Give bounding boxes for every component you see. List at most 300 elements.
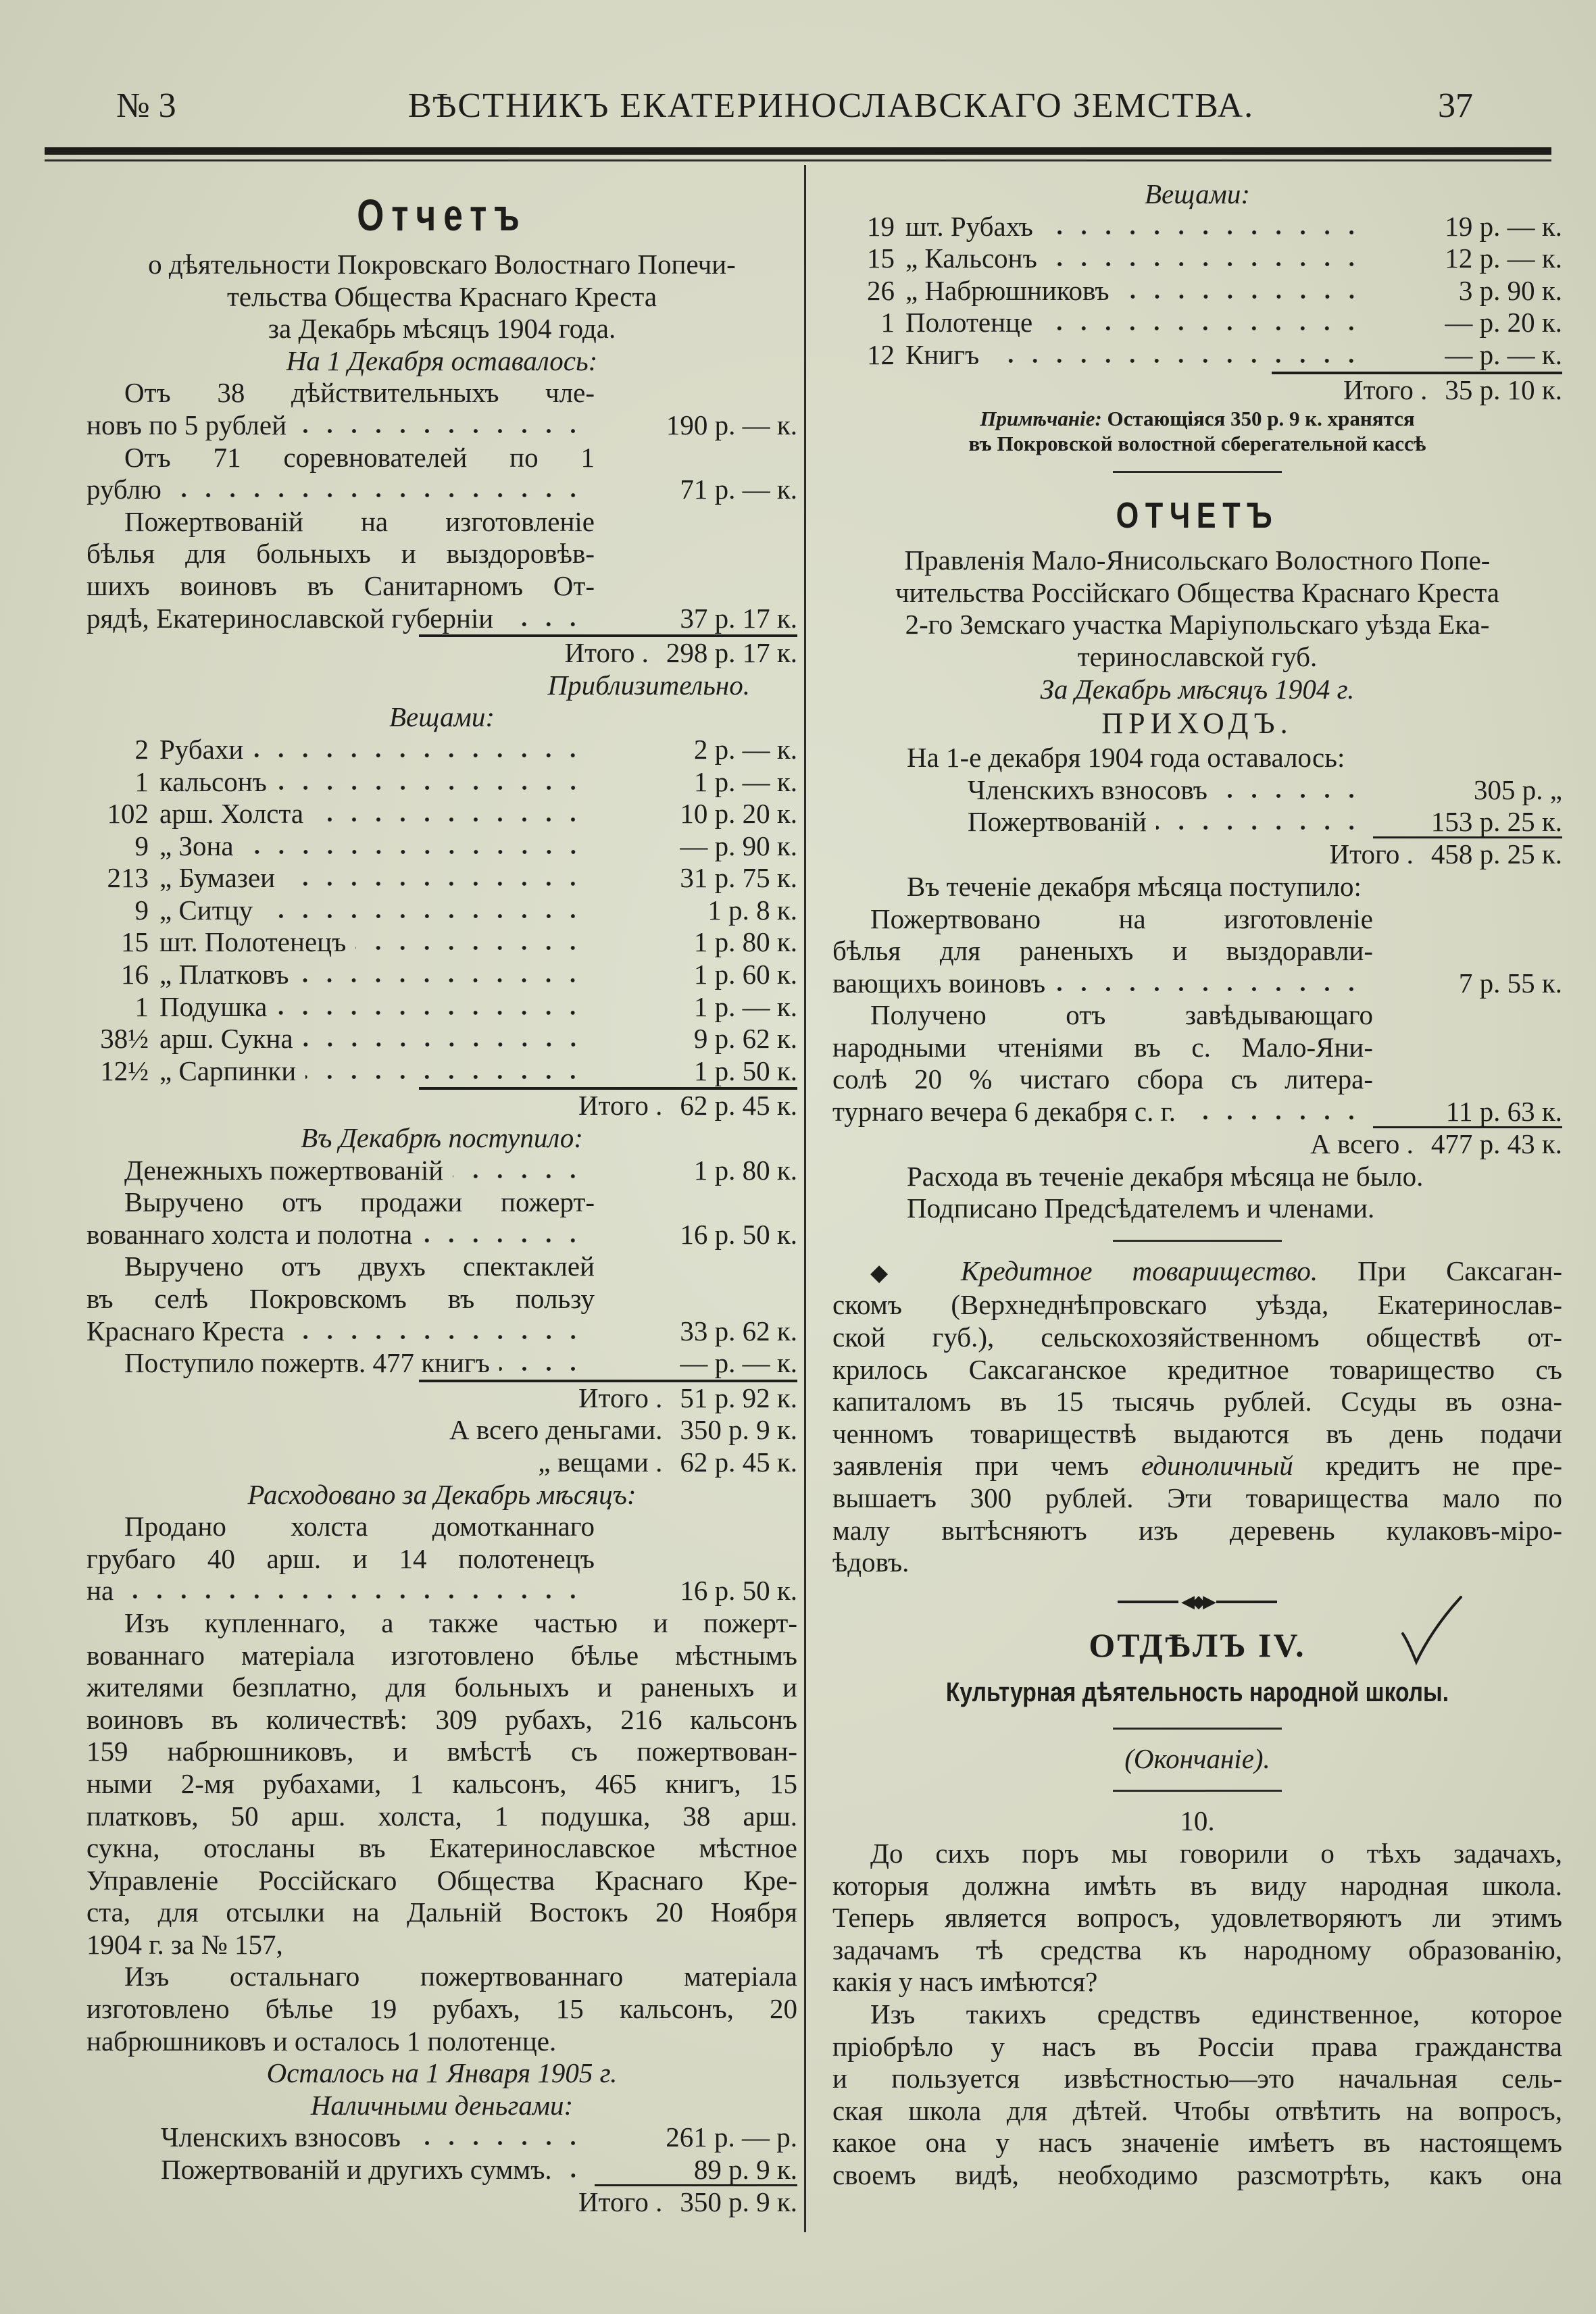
item-row <box>86 1023 797 1055</box>
divider-bar <box>1118 1601 1178 1603</box>
item-row <box>86 766 797 799</box>
total-amount: 477 р. 43 к. <box>1430 1128 1562 1160</box>
total-row <box>832 372 1562 407</box>
item-amount: 1 р. 80 к. <box>693 1154 797 1186</box>
dot-leader <box>355 945 585 951</box>
report-title: Отчетъ <box>357 190 527 240</box>
item-amount: 2 р. — к. <box>693 733 797 765</box>
item-label: вованнаго холста и полотна <box>86 1218 413 1250</box>
total-amount: 350 р. 9 к. <box>680 1414 797 1446</box>
header-rule-thick <box>45 147 1551 155</box>
ledger-entry <box>86 2121 797 2154</box>
total-amount: 350 р. 9 к. <box>680 2186 797 2218</box>
item-label: арш. Холста <box>159 798 304 830</box>
item-quantity: 12½ <box>100 1055 149 1086</box>
total-amount: 51 р. 92 к. <box>680 1382 797 1413</box>
text-line: грубаго 40 арш. и 14 полотенецъ <box>86 1542 595 1574</box>
item-quantity: 1 <box>134 990 149 1022</box>
ledger-entry <box>832 806 1562 838</box>
dot-leader <box>499 1365 585 1372</box>
item-quantity: 19 <box>867 210 895 242</box>
item-label: арш. Сукна <box>159 1023 293 1055</box>
item-quantity: 213 <box>107 862 149 894</box>
total-box <box>419 1087 797 1122</box>
ledger-entry <box>86 506 797 634</box>
section-heading: ПРИХОДЪ. <box>1101 707 1293 740</box>
item-quantity: 1 <box>880 307 895 338</box>
total-label: Итого . <box>564 637 649 669</box>
separator-rule <box>1113 1240 1282 1242</box>
text-line: о дѣятельности Покровскаго Волостнаго Попечи- <box>148 249 736 280</box>
item-row <box>832 307 1562 339</box>
text-line: Изъ такихъ средствъ единственное, которое <box>870 1998 1562 2030</box>
item-amount: — р. 20 к. <box>1445 307 1562 338</box>
dot-leader <box>1185 1114 1364 1121</box>
item-amount: 89 р. 9 к. <box>595 2155 797 2186</box>
text-line: въ селѣ Покровскомъ въ пользу <box>86 1283 595 1314</box>
text-line: Изъ остальнаго пожертвованнаго матеріала <box>124 1961 797 1992</box>
italic-heading <box>86 701 797 734</box>
item-amount: 261 р. — р. <box>666 2121 797 2153</box>
item-label: Денежныхъ пожертвованій <box>124 1154 444 1186</box>
dot-leader <box>243 849 585 855</box>
item-amount: 305 р. „ <box>1474 774 1562 805</box>
text-line: Изъ купленнаго, а также частью и пожерт- <box>124 1607 797 1638</box>
text-line: жителями безплатно, для больныхъ и раненыхъ и <box>86 1671 797 1703</box>
total-label: Итого . <box>578 1090 663 1122</box>
text-line: воиновъ въ количествѣ: 309 рубахъ, 216 кальсонъ <box>86 1703 797 1735</box>
total-box <box>419 2186 797 2219</box>
ledger-row <box>86 1347 797 1380</box>
ledger-entry <box>86 442 797 506</box>
section-subtitle: Культурная дѣятельность народной школы. <box>945 1677 1449 1707</box>
journal-title: ВѢСТНИКЪ ЕКАТЕРИНОСЛАВСКАГО ЗЕМСТВА. <box>407 86 1255 125</box>
item-label: Членскихъ взносовъ <box>968 774 1207 805</box>
item-row <box>86 798 797 830</box>
item-amount: — р. — к. <box>1445 338 1562 370</box>
italic-text: единоличный <box>1141 1450 1293 1482</box>
item-row <box>86 862 797 895</box>
italic-text: Примѣчаніе: <box>980 407 1102 431</box>
dot-leader <box>453 1173 585 1180</box>
item-amount: — р. — к. <box>680 1347 797 1379</box>
text-line: 10. <box>1180 1805 1215 1837</box>
text-line: ста, для отсылки на Дальній Востокъ 20 Ноября <box>86 1896 797 1928</box>
total-box <box>419 1380 797 1415</box>
text-line: Пожертвованій на изготовленіе <box>124 505 595 537</box>
italic-heading <box>86 1122 797 1155</box>
item-row <box>832 339 1562 372</box>
item-amount: 3 р. 90 к. <box>1458 274 1562 306</box>
dot-leader <box>171 492 585 499</box>
dot-leader <box>1156 824 1364 831</box>
item-amount: — р. 90 к. <box>680 830 797 861</box>
ledger-entry <box>86 377 797 441</box>
item-quantity: 38½ <box>100 1023 149 1055</box>
text-line: въ Покровской волостной сберегательной кассѣ <box>968 432 1426 456</box>
text-line: За Декабрь мѣсяцъ 1904 г. <box>1040 673 1355 705</box>
text-line: вованнаго матеріала изготовлено бѣлье мѣстнымъ <box>86 1639 797 1671</box>
right-column <box>832 178 1562 2192</box>
dot-leader <box>1119 293 1364 300</box>
item-label: „ Набрюшниковъ <box>905 274 1109 306</box>
item-label: шт. Рубахъ <box>905 210 1033 242</box>
separator-rule <box>1113 1728 1282 1730</box>
italic-heading <box>86 2057 797 2121</box>
text-span: При Саксаган- <box>1357 1255 1563 1286</box>
text-line: На 1-е декабря 1904 года оставалось: <box>907 742 1345 774</box>
dot-leader <box>305 1074 585 1080</box>
text-line: Въ Декабрѣ поступило: <box>301 1122 583 1154</box>
ledger-row <box>968 806 1562 838</box>
total-row <box>86 634 797 670</box>
item-quantity: 26 <box>867 274 895 306</box>
total-label: Итого . <box>1329 838 1414 870</box>
paragraph <box>832 1998 1562 2192</box>
text-line: Вещами: <box>389 701 495 733</box>
text-line: Управленіе Россійскаго Общества Краснаго Кре- <box>86 1864 797 1896</box>
text-line: какое она у насъ значеніе имѣетъ въ настоящемъ <box>832 2127 1562 2159</box>
separator-rule <box>1113 1790 1282 1792</box>
text-line: 159 набрюшниковъ, и вмѣстѣ съ пожертвован- <box>86 1736 797 1767</box>
total-row <box>832 1128 1562 1161</box>
item-amount: 1 р. 50 к. <box>693 1055 797 1086</box>
report-title: ОТЧЕТЪ <box>1116 495 1279 536</box>
italic-heading <box>86 345 797 378</box>
text-line: и пользуется извѣстностью—это начальная сель- <box>832 2063 1562 2094</box>
text-line <box>832 406 1562 431</box>
item-label: „ Ситцу <box>159 894 253 926</box>
text-line: На 1 Декабря оставалось: <box>286 345 598 376</box>
italic-caption: Приблизительно. <box>547 669 750 701</box>
dot-leader <box>276 1009 585 1016</box>
text-line <box>832 1255 1562 1290</box>
dot-leader <box>303 1041 585 1048</box>
text-line: бѣлья для раненыхъ и выздоравли- <box>832 935 1373 967</box>
text-line: тельства Общества Краснаго Креста <box>226 280 657 312</box>
ledger-entry <box>86 1186 797 1251</box>
dot-leader <box>1055 986 1364 992</box>
item-label: турнаго вечера 6 декабря с. г. <box>832 1096 1176 1128</box>
text-line: скомъ (Верхнеднѣпровскаго уѣзда, Екатеринослав- <box>832 1289 1562 1321</box>
text-span: Остающіяся 350 р. 9 к. хранятся <box>1107 407 1415 431</box>
total-label: Итого . <box>1343 374 1428 405</box>
diamond-ornament-icon: ◀◆▶ <box>1181 1591 1214 1611</box>
item-label: Подушка <box>159 990 268 1022</box>
total-amount: 458 р. 25 к. <box>1430 838 1562 870</box>
item-row <box>832 275 1562 307</box>
total-row <box>86 2186 797 2219</box>
item-amount: 1 р. — к. <box>693 990 797 1022</box>
dot-leader <box>276 784 585 791</box>
item-row <box>86 959 797 991</box>
item-amount: 7 р. 55 к. <box>1458 967 1562 999</box>
total-label: А всего . <box>1310 1128 1414 1160</box>
total-box <box>1272 372 1562 407</box>
text-line <box>832 1450 1562 1482</box>
text-line: крилось Саксаганское кредитное товарищество съ <box>832 1353 1562 1385</box>
total-amount: 62 р. 45 к. <box>680 1446 797 1478</box>
item-label: новъ по 5 рублей <box>86 409 287 441</box>
item-row <box>86 1055 797 1088</box>
item-row <box>86 830 797 863</box>
item-amount: 16 р. 50 к. <box>680 1218 797 1250</box>
ledger-row <box>86 474 797 506</box>
paragraph <box>832 1255 1562 1579</box>
centered-text <box>86 249 797 345</box>
paragraph <box>86 1607 797 1961</box>
text-line: шихъ воиновъ въ Санитарномъ От- <box>86 570 595 601</box>
text-line: Выручено отъ продажи пожерт- <box>124 1186 595 1218</box>
ledger-entry <box>86 1347 797 1380</box>
total-box <box>419 1447 797 1479</box>
item-amount: 1 р. 60 к. <box>693 959 797 990</box>
ledger-row <box>86 1155 797 1187</box>
item-label: рублю <box>86 474 161 505</box>
italic-heading <box>832 1743 1562 1776</box>
text-line: Наличными деньгами: <box>310 2089 574 2121</box>
footnote <box>832 406 1562 456</box>
text-line: ѣдовъ. <box>832 1546 909 1578</box>
text-line: вышаетъ 300 рублей. Эти товарищества мало по <box>832 1482 1562 1513</box>
dot-leader <box>262 913 585 920</box>
ledger-entry <box>832 999 1562 1128</box>
ledger-row <box>86 1219 797 1251</box>
text-line: за Декабрь мѣсяцъ 1904 года. <box>268 313 616 345</box>
item-row <box>832 243 1562 275</box>
issue-number: № 3 <box>116 86 176 125</box>
item-amount: 12 р. — к. <box>1445 243 1562 274</box>
text-line: Отъ 38 дѣйствительныхъ чле- <box>124 377 595 409</box>
item-label: Поступило пожертв. 477 книгъ <box>124 1347 491 1379</box>
total-row <box>86 1087 797 1122</box>
italic-text: Кредитное товарищество. <box>960 1255 1318 1286</box>
dot-leader <box>294 1334 585 1340</box>
text-line: сукна, отосланы въ Екатеринославское мѣстное <box>86 1832 797 1864</box>
dot-leader <box>503 621 585 628</box>
ledger-row <box>832 1096 1562 1128</box>
text-line: Вещами: <box>1144 178 1251 209</box>
italic-heading <box>832 674 1562 706</box>
item-amount: 31 р. 75 к. <box>680 862 797 894</box>
item-quantity: 15 <box>867 243 895 274</box>
text-line: Расхода въ теченіе декабря мѣсяца не было. <box>907 1160 1424 1192</box>
text-line: платковъ, 50 арш. холста, 1 подушка, 38 арш. <box>86 1800 797 1832</box>
text-line: своемъ видѣ, необходимо разсмотрѣть, какъ она <box>832 2159 1562 2190</box>
ledger-entry <box>86 1511 797 1607</box>
total-row <box>86 1447 797 1479</box>
dot-leader <box>562 2172 585 2179</box>
text-line: изготовлено бѣлье 19 рубахъ, 15 кальсонъ, 20 <box>86 1993 797 2025</box>
text-span: заявленія при чемъ <box>832 1450 1109 1482</box>
item-label: „ Сарпинки <box>159 1055 297 1086</box>
item-row <box>832 211 1562 243</box>
text-line: какія у насъ имѣются? <box>832 1966 1098 1998</box>
item-label: Книгъ <box>905 338 980 370</box>
text-line: Пожертвовано на изготовленіе <box>870 903 1373 934</box>
total-label: Итого . <box>578 2186 663 2218</box>
item-label: кальсонъ <box>159 765 267 797</box>
item-label: „ Зона <box>159 830 234 861</box>
centered-text <box>832 1805 1562 1838</box>
paragraph <box>86 1961 797 2057</box>
text-line: ская школа для дѣтей. Чтобы отвѣтить на вопросъ, <box>832 2094 1562 2126</box>
text-line: 2-го Земскаго участка Маріупольскаго уѣзда Ека- <box>905 609 1490 640</box>
ledger-row <box>86 1315 797 1348</box>
item-amount: 153 р. 25 к. <box>1373 807 1562 838</box>
ledger-row <box>161 2154 797 2186</box>
total-box <box>1272 1128 1562 1161</box>
total-row <box>832 838 1562 871</box>
dot-leader <box>284 880 585 887</box>
dot-leader <box>1042 325 1364 332</box>
ledger-row <box>86 603 797 635</box>
text-line: ской губ.), сельскохозяйственномъ обществѣ от- <box>832 1322 1562 1353</box>
text-line: Расходовано за Декабрь мѣсяцъ: <box>247 1478 637 1510</box>
item-quantity: 9 <box>134 830 149 861</box>
ledger-entry <box>86 1155 797 1187</box>
text-line: капиталомъ въ 15 тысячь рублей. Ссуды въ озна- <box>832 1386 1562 1417</box>
ledger-entry <box>86 1251 797 1347</box>
text-line: Въ теченіе декабря мѣсяца поступило: <box>907 870 1362 902</box>
separator-rule <box>1113 471 1282 473</box>
text-line: (Окончаніе). <box>1124 1742 1270 1774</box>
ledger-row <box>86 409 797 442</box>
total-amount: 62 р. 45 к. <box>680 1090 797 1122</box>
item-amount: 16 р. 50 к. <box>680 1575 797 1607</box>
item-row <box>86 991 797 1024</box>
item-amount: 1 р. 8 к. <box>707 894 797 926</box>
item-quantity: 102 <box>107 798 149 830</box>
dot-leader <box>313 816 585 823</box>
total-amount: 298 р. 17 к. <box>666 637 797 669</box>
ledger-entry <box>832 774 1562 807</box>
item-amount: 1 р. — к. <box>693 765 797 797</box>
item-quantity: 2 <box>134 733 149 765</box>
text-line: Осталось на 1 Января 1905 г. <box>266 2057 618 2089</box>
dot-leader <box>123 1593 585 1600</box>
item-quantity: 15 <box>121 926 149 958</box>
text-line: Отъ 71 соревнователей по 1 <box>124 441 595 473</box>
item-label: Полотенце <box>905 307 1033 338</box>
total-row <box>86 1380 797 1415</box>
item-row <box>86 926 797 959</box>
centered-text <box>832 545 1562 673</box>
text-line: До сихъ поръ мы говорили о тѣхъ задачахъ, <box>870 1837 1562 1869</box>
diamond-bullet-icon: ◆ <box>870 1260 921 1286</box>
item-label: „ Платковъ <box>159 959 289 990</box>
item-amount: 190 р. — к. <box>666 409 797 441</box>
paragraph <box>832 1838 1562 1998</box>
divider-bar <box>1216 1601 1277 1603</box>
item-quantity: 12 <box>867 338 895 370</box>
total-row <box>86 1414 797 1447</box>
item-label: Краснаго Креста <box>86 1315 284 1347</box>
item-row <box>86 895 797 927</box>
dot-leader <box>298 977 585 984</box>
item-label: вающихъ воиновъ <box>832 967 1046 999</box>
item-amount: 11 р. 63 к. <box>1373 1097 1562 1128</box>
dot-leader <box>296 428 585 434</box>
page-number: 37 <box>1438 86 1473 125</box>
total-label: „ вещами . <box>538 1446 663 1478</box>
text-line: Получено отъ завѣдывающаго <box>870 999 1373 1031</box>
item-label: шт. Полотенецъ <box>159 926 347 958</box>
ledger-row <box>161 2121 797 2154</box>
text-line: задачамъ тѣ средства къ народному образованію, <box>832 1934 1562 1965</box>
item-label: на <box>86 1575 114 1607</box>
text-line: пріобрѣло у насъ въ Россіи права гражданства <box>832 2030 1562 2062</box>
ledger-entry <box>86 2154 797 2186</box>
item-label: „ Бумазеи <box>159 862 276 894</box>
item-amount: 71 р. — к. <box>680 474 797 505</box>
dot-leader <box>1217 793 1364 799</box>
text-line: чительства Россійскаго Общества Краснаго Креста <box>895 576 1499 608</box>
dot-leader <box>410 2140 585 2146</box>
ledger-entry <box>832 903 1562 1000</box>
text-line: народными чтеніями въ с. Мало-Яни- <box>832 1031 1373 1063</box>
total-box <box>419 634 797 670</box>
item-label: Членскихъ взносовъ <box>161 2121 401 2153</box>
text-line: ченномъ товариществѣ выдаются въ день подачи <box>832 1417 1562 1449</box>
item-quantity: 9 <box>134 894 149 926</box>
text-span: кредитъ не пре- <box>1325 1450 1563 1482</box>
text-line: теринославской губ. <box>1077 640 1318 672</box>
text-line: Теперь является вопросъ, удовлетворяютъ ли этимъ <box>832 1902 1562 1934</box>
item-row <box>86 734 797 766</box>
item-quantity: 16 <box>121 959 149 990</box>
item-label: Рубахи <box>159 733 244 765</box>
item-amount: 1 р. 80 к. <box>693 926 797 958</box>
text-line: Выручено отъ двухъ спектаклей <box>124 1251 595 1282</box>
text-line: малу вытѣсняютъ изъ деревень кулаковъ-міро- <box>832 1514 1562 1546</box>
total-box <box>419 1414 797 1447</box>
handwritten-checkmark-icon <box>1399 1594 1466 1669</box>
text-line: Продано холста домотканнаго <box>124 1511 595 1542</box>
item-amount: 33 р. 62 к. <box>680 1315 797 1347</box>
text-line: 1904 г. за № 157, <box>86 1928 283 1960</box>
dot-leader <box>253 752 585 759</box>
column-divider <box>804 165 806 2232</box>
ledger-row <box>968 774 1562 807</box>
total-label: Итого . <box>578 1382 663 1413</box>
item-label: рядѣ, Екатеринославской губерніи <box>86 602 494 634</box>
text-line: ными 2-мя рубахами, 1 кальсонъ, 465 книгъ, 15 <box>86 1767 797 1799</box>
text-line: бѣлья для больныхъ и выздоровѣв- <box>86 538 595 570</box>
text-line: солѣ 20 % чистаго сбора съ литера- <box>832 1063 1373 1095</box>
item-label: Пожертвованій и другихъ суммъ. <box>161 2154 552 2186</box>
item-quantity: 1 <box>134 765 149 797</box>
total-box <box>1272 838 1562 871</box>
italic-heading <box>86 1479 797 1511</box>
item-amount: 9 р. 62 к. <box>693 1023 797 1055</box>
left-column <box>86 181 797 2219</box>
item-amount: 10 р. 20 к. <box>680 798 797 830</box>
item-label: Пожертвованій <box>968 806 1147 838</box>
text-line: набрюшниковъ и осталось 1 полотенце. <box>86 2025 557 2057</box>
total-amount: 35 р. 10 к. <box>1445 374 1562 405</box>
ledger-row <box>832 967 1562 1000</box>
dot-leader <box>989 357 1364 364</box>
dot-leader <box>1047 261 1364 268</box>
item-label: „ Кальсонъ <box>905 243 1037 274</box>
item-amount: 19 р. — к. <box>1445 210 1562 242</box>
dot-leader <box>1043 229 1364 236</box>
text-line: Правленія Мало-Янисольскаго Волостного Попе- <box>904 545 1491 576</box>
item-amount: 37 р. 17 к. <box>680 602 797 634</box>
dot-leader <box>422 1237 585 1244</box>
total-label: А всего деньгами. <box>449 1414 663 1446</box>
